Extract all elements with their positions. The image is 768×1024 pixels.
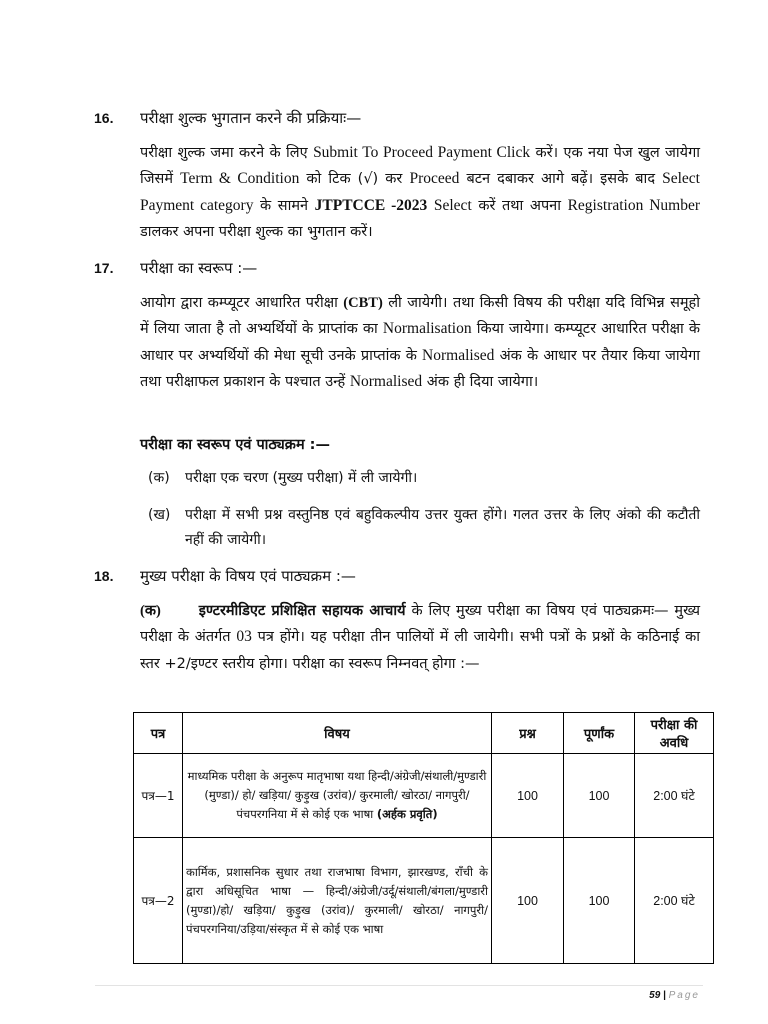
qualifying-note: (अर्हक प्रवृति): [376, 807, 438, 821]
header-duration: परीक्षा की अवधि: [635, 713, 714, 754]
section-number: 18.: [94, 568, 114, 584]
header-paper: पत्र: [134, 713, 183, 754]
paper-cell: पत्र—2: [134, 838, 183, 964]
post-title: इण्टरमीडिएट प्रशिक्षित सहायक आचार्य: [198, 603, 406, 619]
list-item: [148, 503, 700, 553]
header-questions: प्रश्न: [492, 713, 564, 754]
subject-cell: [183, 838, 492, 964]
text-run: Select Payment category: [140, 170, 700, 214]
exam-code: JTPTCCE -2023: [314, 196, 428, 214]
header-subject: विषय: [183, 713, 492, 754]
paper-cell: पत्र—1: [134, 754, 183, 838]
text-run: के लिए मुख्य परीक्षा का विषय एवं पाठ्यक्रमः— मुख्य परीक्षा के अंतर्गत: [140, 603, 700, 646]
section-number: 17.: [94, 260, 114, 276]
page-number: 59: [649, 990, 661, 1001]
section-title: परीक्षा का स्वरूप :—: [140, 259, 258, 277]
table-row: [134, 838, 714, 964]
text-run: करें तथा अपना: [471, 197, 568, 214]
subject-cell: [183, 754, 492, 838]
text-run: पत्र होंगे। यह परीक्षा तीन पालियों में ली जायेगी। सभी पत्रों के प्रश्नों के कठिनाई का स्तर +2/इण्टर स्तरीय होगा। परीक्षा का स्वरूप निम्नवत् होगा :—: [140, 629, 700, 672]
list-item: [148, 466, 700, 491]
subject-text: माध्यमिक परीक्षा के अनुरूप मातृभाषा यथा हिन्दी/अंग्रेजी/संथाली/मुण्डारी (मुण्डा)/ हो/ खड़िया/ कुड़ुख (उरांव)/ कुरमाली/ खोरठा/ नागपुरी/पंचपरगनिया में से कोई एक भाषा: [187, 769, 487, 821]
item-marker: (क): [148, 470, 170, 486]
text-run: Term & Condition: [180, 170, 300, 188]
text-run: आयोग द्वारा कम्प्यूटर आधारित परीक्षा: [140, 295, 344, 311]
text-run: Normalised: [349, 372, 423, 390]
text-run: को टिक (√) कर: [299, 171, 410, 188]
subject-text: कार्मिक, प्रशासनिक सुधार तथा राजभाषा विभाग, झारखण्ड, राँची के द्वारा अधिसूचित भाषा — हिन्दी/अंग्रेजी/उर्दू/संथाली/बंगला/मुण्डारी (मुण्डा)/हो/ खड़िया/ कुड़ुख (उरांव)/ कुरमाली/ खोरठा/ नागपुरी/पंचपरगनिया/उड़िया/संस्कृत में से कोई एक भाषा: [186, 864, 488, 936]
text-run: Normalisation: [382, 320, 472, 338]
main-exam-paragraph: [140, 598, 700, 677]
section-17-heading: [94, 258, 257, 278]
text-run: 03: [236, 628, 252, 646]
section-number: 16.: [94, 110, 114, 126]
text-run: Normalised: [422, 346, 495, 364]
marks-cell: 100: [564, 838, 635, 964]
exam-format-paragraph: [140, 290, 700, 395]
exam-structure-table: [133, 712, 714, 964]
page-footer: [600, 990, 700, 1001]
text-run: बटन दबाकर आगे बढ़ें। इसके बाद: [459, 171, 663, 188]
page-label: Page: [668, 990, 700, 1001]
payment-procedure-paragraph: [140, 140, 700, 245]
table-header-row: [134, 713, 714, 754]
questions-cell: 100: [492, 838, 564, 964]
item-text: परीक्षा में सभी प्रश्न वस्तुनिष्ठ एवं बहुविकल्पीय उत्तर युक्त होंगे। गलत उत्तर के लिए अंको की कटौती नहीं की जायेगी।: [185, 507, 700, 548]
duration-cell: 2:00 घंटे: [635, 838, 714, 964]
text-run: डालकर अपना परीक्षा शुल्क का भुगतान करें।: [140, 223, 373, 240]
text-run: के सामने: [253, 197, 315, 214]
item-marker: (ख): [148, 507, 171, 523]
footer-divider: [95, 985, 703, 986]
footer-separator: |: [660, 990, 669, 1001]
section-title: मुख्य परीक्षा के विषय एवं पाठ्यक्रम :—: [140, 567, 356, 585]
text-run: Submit To Proceed Payment Click: [313, 144, 531, 161]
text-run: Proceed: [409, 170, 460, 188]
text-run: ली जायेगी। तथा किसी विषय की परीक्षा यदि विभिन्न समूहो में लिया जाता है तो अभ्यर्थियों के प्राप्तांक का: [140, 295, 700, 338]
cbt-label: (CBT): [343, 295, 383, 311]
table-row: [134, 754, 714, 838]
section-18-heading: [94, 566, 356, 586]
marks-cell: 100: [564, 754, 635, 838]
text-run: किया जायेगा। कम्प्यूटर आधारित परीक्षा के आधार पर अभ्यर्थियों की मेधा सूची उनके प्राप्तांक के: [140, 321, 700, 364]
duration-cell: 2:00 घंटे: [635, 754, 714, 838]
text-run: Registration Number: [567, 196, 700, 214]
text-run: अंक के आधार पर तैयार किया जायेगा तथा परीक्षाफल प्रकाशन के पश्चात उन्हें: [140, 347, 701, 390]
item-marker: (क): [140, 603, 161, 619]
text-run: अंक ही दिया जायेगा।: [422, 373, 539, 390]
section-title: परीक्षा शुल्क भुगतान करने की प्रक्रियाः—: [140, 109, 362, 127]
questions-cell: 100: [492, 754, 564, 838]
section-16-heading: [94, 108, 361, 128]
text-run: करें। एक नया पेज खुल जायेगा जिसमें: [140, 145, 700, 188]
format-syllabus-subheading: परीक्षा का स्वरूप एवं पाठ्यक्रम :—: [140, 437, 330, 453]
item-text: परीक्षा एक चरण (मुख्य परीक्षा) में ली जायेगी।: [185, 470, 418, 486]
text-run: Select: [433, 196, 472, 214]
header-marks: पूर्णांक: [564, 713, 635, 754]
text-run: [427, 198, 434, 214]
text-run: परीक्षा शुल्क जमा करने के लिए: [140, 145, 314, 161]
